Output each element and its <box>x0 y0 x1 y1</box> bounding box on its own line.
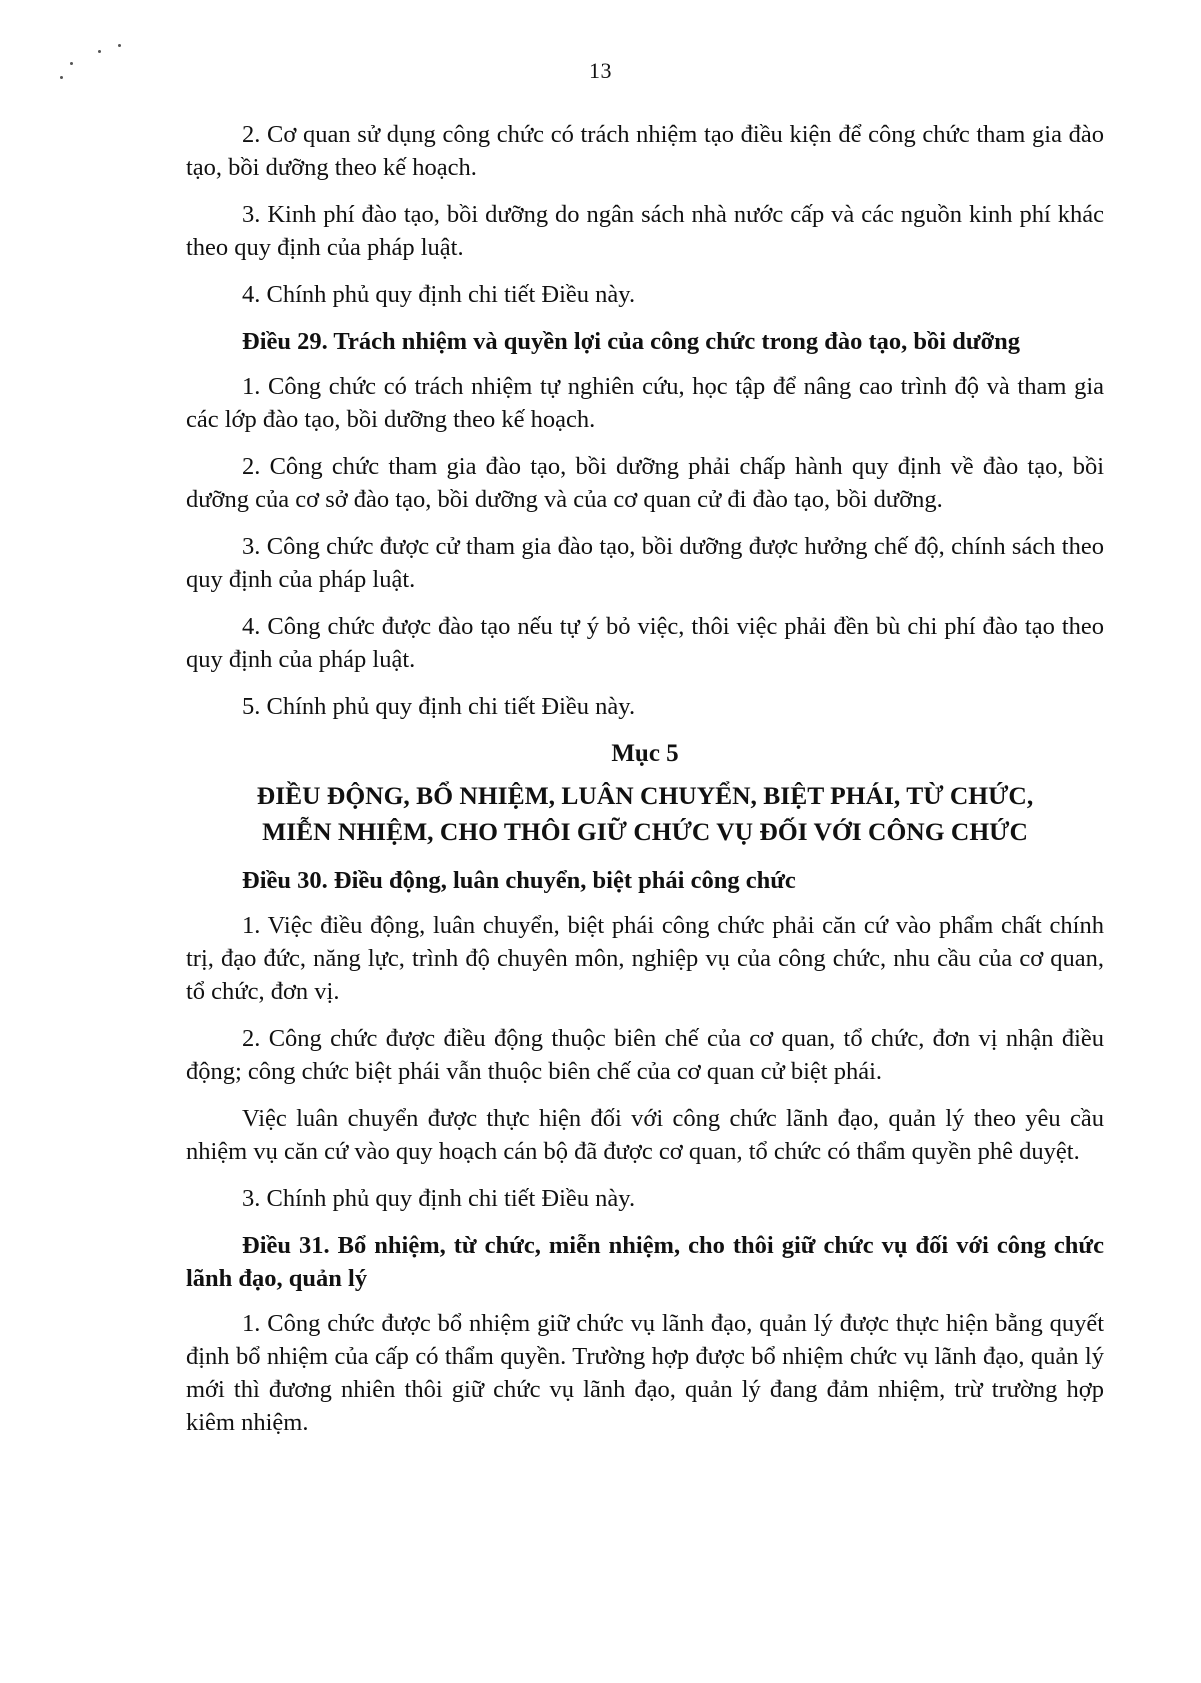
paragraph: 2. Công chức tham gia đào tạo, bồi dưỡng phải chấp hành quy định về đào tạo, bồi dưỡng của cơ sở đào tạo, bồi dưỡng và của cơ quan cử đi đào tạo, bồi dưỡng. <box>186 453 1104 513</box>
article-heading: Điều 30. Điều động, luân chuyển, biệt phái công chức <box>242 867 796 894</box>
paragraph: Việc luân chuyển được thực hiện đối với công chức lãnh đạo, quản lý theo yêu cầu nhiệm vụ căn cứ vào quy hoạch cán bộ đã được cơ quan, tổ chức có thẩm quyền phê duyệt. <box>186 1105 1104 1165</box>
paragraph: 3. Công chức được cử tham gia đào tạo, bồi dưỡng được hưởng chế độ, chính sách theo quy định của pháp luật. <box>186 533 1104 593</box>
section-label: Mục 5 <box>611 740 679 767</box>
article-heading: Điều 31. Bổ nhiệm, từ chức, miễn nhiệm, cho thôi giữ chức vụ đối với công chức lãnh đạo, quản lý <box>186 1232 1104 1292</box>
scan-speck <box>98 50 101 53</box>
scan-speck <box>118 44 121 47</box>
document-body <box>186 118 1104 1453</box>
paragraph: 1. Công chức được bổ nhiệm giữ chức vụ lãnh đạo, quản lý được thực hiện bằng quyết định bổ nhiệm của cấp có thẩm quyền. Trường hợp được bổ nhiệm chức vụ lãnh đạo, quản lý mới thì đương nhiên thôi giữ chức vụ lãnh đạo, quản lý đang đảm nhiệm, trừ trường hợp kiêm nhiệm. <box>186 1310 1104 1436</box>
paragraph: 2. Cơ quan sử dụng công chức có trách nhiệm tạo điều kiện để công chức tham gia đào tạo, bồi dưỡng theo kế hoạch. <box>186 121 1104 181</box>
article-heading: Điều 29. Trách nhiệm và quyền lợi của công chức trong đào tạo, bồi dưỡng <box>242 328 1021 355</box>
section-title-line: MIỄN NHIỆM, CHO THÔI GIỮ CHỨC VỤ ĐỐI VỚI CÔNG CHỨC <box>262 817 1028 846</box>
section-title <box>186 778 1104 850</box>
page-number: 13 <box>589 58 612 83</box>
paragraph: 1. Công chức có trách nhiệm tự nghiên cứu, học tập để nâng cao trình độ và tham gia các lớp đào tạo, bồi dưỡng theo kế hoạch. <box>186 373 1104 433</box>
section-title-line: ĐIỀU ĐỘNG, BỔ NHIỆM, LUÂN CHUYỂN, BIỆT PHÁI, TỪ CHỨC, <box>256 781 1034 810</box>
paragraph: 3. Chính phủ quy định chi tiết Điều này. <box>242 1185 636 1212</box>
paragraph: 1. Việc điều động, luân chuyển, biệt phái công chức phải căn cứ vào phẩm chất chính trị, đạo đức, năng lực, trình độ chuyên môn, nghiệp vụ của công chức, nhu cầu của cơ quan, tổ chức, đơn vị. <box>186 912 1104 1005</box>
paragraph: 3. Kinh phí đào tạo, bồi dưỡng do ngân sách nhà nước cấp và các nguồn kinh phí khác theo quy định của pháp luật. <box>186 201 1104 261</box>
paragraph: 4. Công chức được đào tạo nếu tự ý bỏ việc, thôi việc phải đền bù chi phí đào tạo theo quy định của pháp luật. <box>186 613 1104 673</box>
paragraph: 5. Chính phủ quy định chi tiết Điều này. <box>242 693 636 720</box>
paragraph: 4. Chính phủ quy định chi tiết Điều này. <box>242 281 636 308</box>
paragraph: 2. Công chức được điều động thuộc biên chế của cơ quan, tổ chức, đơn vị nhận điều động; công chức biệt phái vẫn thuộc biên chế của cơ quan cử biệt phái. <box>186 1025 1104 1085</box>
